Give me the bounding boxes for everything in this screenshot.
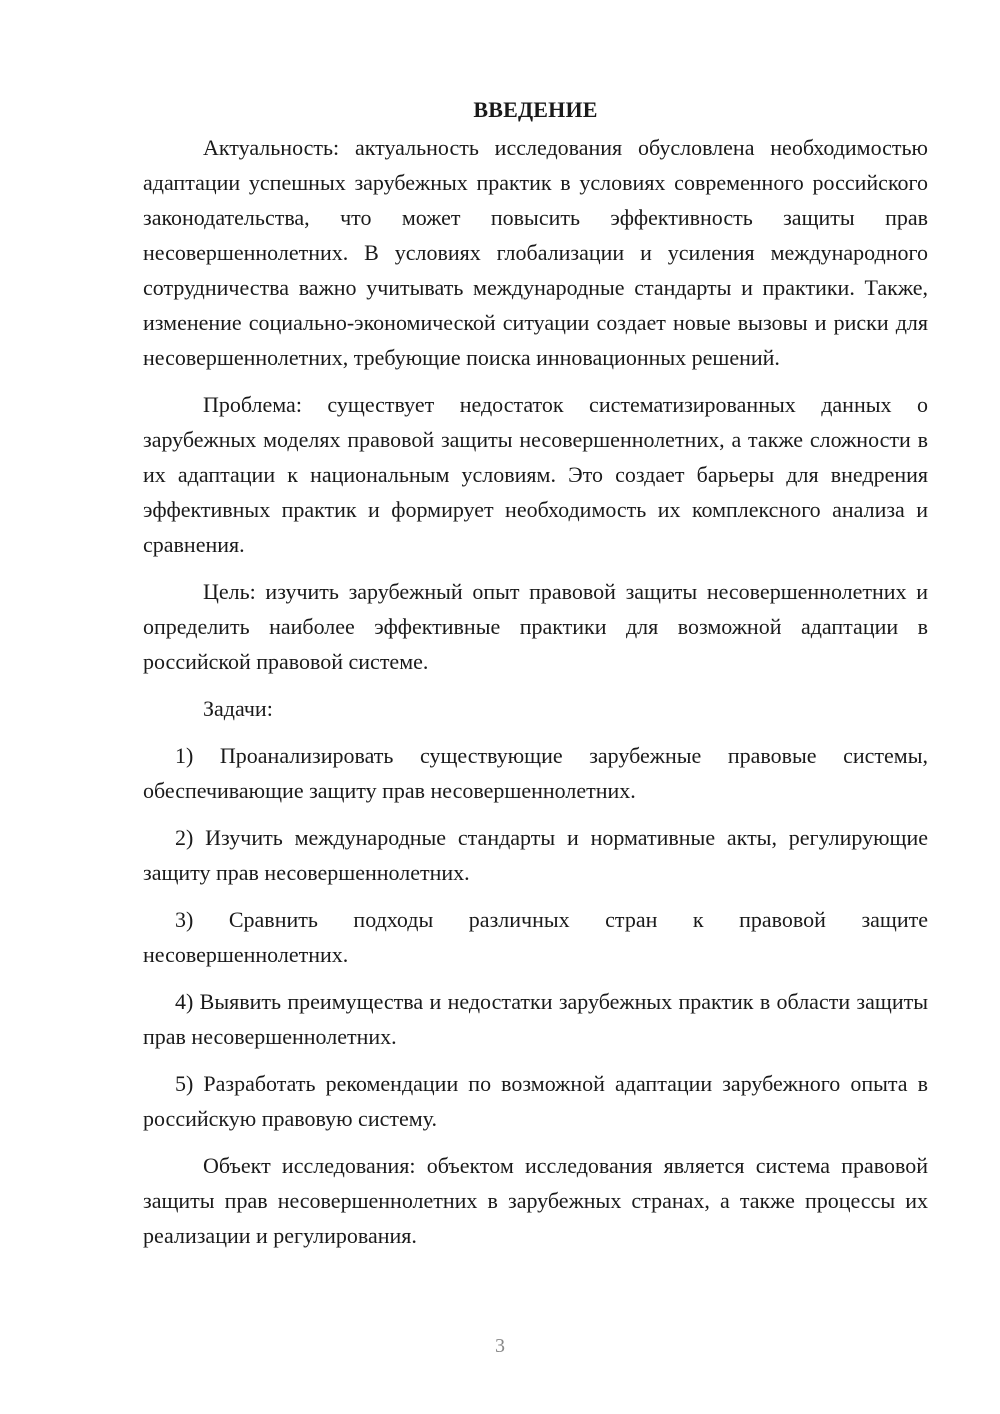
task-item: 3) Сравнить подходы различных стран к правовой защите несовершеннолетних.	[143, 907, 928, 967]
page-number: 3	[495, 1335, 505, 1357]
task-item: 4) Выявить преимущества и недостатки зарубежных практик в области защиты прав несовершеннолетних.	[143, 989, 928, 1049]
paragraph-problem: Проблема: существует недостаток систематизированных данных о зарубежных моделях правовой защиты несовершеннолетних, а также сложности в их адаптации к национальным условиям. Это создает барьеры для внедрения эффективных практик и формирует необходимость их комплексного анализа и сравнения.	[143, 392, 928, 557]
document-page	[143, 90, 928, 1253]
task-item: 1) Проанализировать существующие зарубежные правовые системы, обеспечивающие защиту прав несовершеннолетних.	[143, 743, 928, 803]
task-item: 2) Изучить международные стандарты и нормативные акты, регулирующие защиту прав несовершеннолетних.	[143, 825, 928, 885]
task-item: 5) Разработать рекомендации по возможной адаптации зарубежного опыта в российскую правовую систему.	[143, 1071, 928, 1131]
document-title: ВВЕДЕНИЕ	[473, 97, 598, 122]
paragraph-goal: Цель: изучить зарубежный опыт правовой защиты несовершеннолетних и определить наиболее эффективные практики для возможной адаптации в российской правовой системе.	[143, 579, 928, 674]
paragraph-object: Объект исследования: объектом исследования является система правовой защиты прав несовершеннолетних в зарубежных странах, а также процессы их реализации и регулирования.	[143, 1153, 928, 1248]
paragraph-relevance: Актуальность: актуальность исследования обусловлена необходимостью адаптации успешных зарубежных практик в условиях современного российского законодательства, что может повысить эффективность защиты прав несовершеннолетних. В условиях глобализации и усиления международного сотрудничества важно учитывать международные стандарты и практики. Также, изменение социально-экономической ситуации создает новые вызовы и риски для несовершеннолетних, требующие поиска инновационных решений.	[143, 135, 928, 370]
paragraph-tasks-heading: Задачи:	[203, 696, 273, 721]
